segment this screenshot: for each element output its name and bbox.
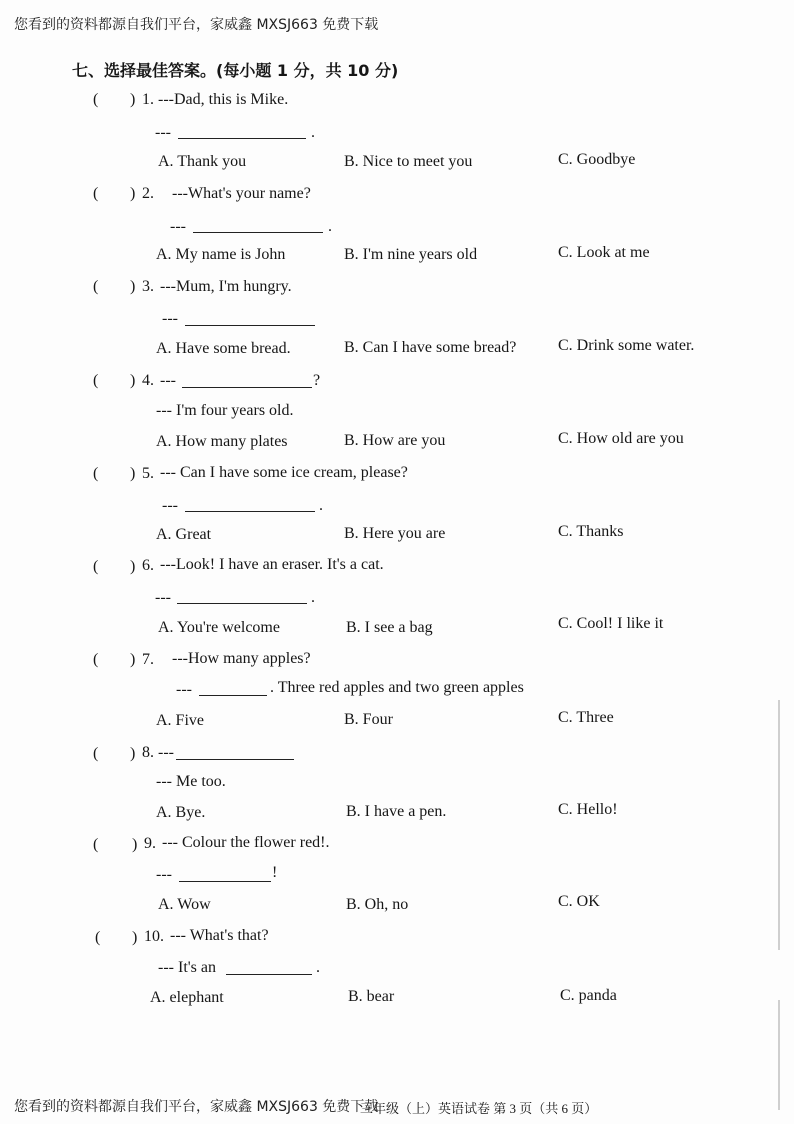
answer-paren-close: ) xyxy=(130,278,136,295)
option-b: B. Four xyxy=(344,711,393,728)
option-c: C. Cool! I like it xyxy=(558,615,664,632)
answer-paren-close: ) xyxy=(130,465,136,482)
answer-paren-open: ( xyxy=(93,278,99,295)
answer-paren-open: ( xyxy=(93,558,99,575)
answer-paren-open: ( xyxy=(93,745,99,762)
scan-edge-line xyxy=(778,1000,780,1110)
question-prompt: ---How many apples? xyxy=(172,650,311,667)
option-c: C. Look at me xyxy=(558,244,650,261)
scan-edge-line xyxy=(778,700,780,950)
question-prompt: --- What's that? xyxy=(170,927,269,944)
reply-suffix: . xyxy=(328,218,332,235)
question-prompt: ---Dad, this is Mike. xyxy=(158,91,289,108)
reply-suffix: . xyxy=(311,124,315,141)
answer-blank[interactable] xyxy=(176,745,294,760)
option-c: C. Hello! xyxy=(558,801,618,818)
answer-paren-open: ( xyxy=(95,929,101,946)
answer-paren-close: ) xyxy=(130,745,136,762)
reply-prefix: --- It's an xyxy=(158,959,216,976)
question-number: 5. xyxy=(142,465,154,482)
question-prompt: --- xyxy=(158,744,174,761)
answer-blank[interactable] xyxy=(182,373,312,388)
option-b: B. Can I have some bread? xyxy=(344,339,517,356)
answer-blank[interactable] xyxy=(185,311,315,326)
answer-paren-close: ) xyxy=(130,558,136,575)
section-title: 七、选择最佳答案。(每小题 1 分，共 10 分) xyxy=(72,61,399,80)
option-a: A. How many plates xyxy=(156,433,288,450)
reply-suffix: . xyxy=(311,589,315,606)
option-b: B. How are you xyxy=(344,432,446,449)
option-a: A. You're welcome xyxy=(158,619,280,636)
reply-suffix: ! xyxy=(272,864,278,881)
answer-paren-close: ) xyxy=(130,91,136,108)
option-a: A. Thank you xyxy=(158,153,247,170)
answer-blank[interactable] xyxy=(226,960,312,975)
option-b: B. Here you are xyxy=(344,525,446,542)
question-number: 4. xyxy=(142,372,154,389)
option-b: B. Oh, no xyxy=(346,896,409,913)
question-number: 6. xyxy=(142,557,154,574)
answer-blank[interactable] xyxy=(199,681,267,696)
option-c: C. Goodbye xyxy=(558,151,636,168)
question-number: 7. xyxy=(142,651,154,668)
prompt-suffix: ? xyxy=(313,372,321,389)
reply-prefix: --- xyxy=(162,310,178,327)
watermark-bottom: 您看到的资料都源自我们平台，家威鑫 MXSJ663 免费下载 xyxy=(14,1099,379,1115)
question-prompt: ---Look! I have an eraser. It's a cat. xyxy=(160,556,384,573)
option-a: A. Bye. xyxy=(156,804,206,821)
option-a: A. Five xyxy=(156,712,204,729)
answer-blank[interactable] xyxy=(193,218,323,233)
option-b: B. Nice to meet you xyxy=(344,153,473,170)
option-c: C. How old are you xyxy=(558,430,684,447)
reply-suffix: . Three red apples and two green apples xyxy=(270,679,524,696)
answer-paren-close: ) xyxy=(130,185,136,202)
option-b: B. I have a pen. xyxy=(346,803,447,820)
option-c: C. panda xyxy=(560,987,617,1004)
reply-suffix: . xyxy=(319,497,323,514)
option-a: A. Wow xyxy=(158,896,211,913)
answer-blank[interactable] xyxy=(178,124,306,139)
option-b: B. I see a bag xyxy=(346,619,433,636)
reply-prefix: --- xyxy=(170,218,186,235)
question-prompt: --- Colour the flower red!. xyxy=(162,834,330,851)
reply-prefix: --- xyxy=(156,866,172,883)
answer-paren-close: ) xyxy=(130,372,136,389)
answer-paren-open: ( xyxy=(93,91,99,108)
option-a: A. Have some bread. xyxy=(156,340,291,357)
question-number: 1. xyxy=(142,91,154,108)
option-c: C. OK xyxy=(558,893,600,910)
answer-paren-open: ( xyxy=(93,465,99,482)
answer-paren-close: ) xyxy=(130,651,136,668)
answer-paren-open: ( xyxy=(93,185,99,202)
reply-text: --- I'm four years old. xyxy=(156,402,294,419)
option-c: C. Thanks xyxy=(558,523,624,540)
answer-blank[interactable] xyxy=(179,867,271,882)
option-c: C. Three xyxy=(558,709,614,726)
question-number: 10. xyxy=(144,928,164,945)
watermark-top: 您看到的资料都源自我们平台，家威鑫 MXSJ663 免费下载 xyxy=(14,17,379,33)
reply-prefix: --- xyxy=(176,681,192,698)
answer-blank[interactable] xyxy=(177,589,307,604)
question-number: 2. xyxy=(142,185,154,202)
reply-prefix: --- xyxy=(155,589,171,606)
question-number: 9. xyxy=(144,835,156,852)
answer-paren-close: ) xyxy=(132,929,138,946)
page-footer: 三年级（上）英语试卷 第 3 页（共 6 页） xyxy=(360,1101,598,1116)
option-a: A. My name is John xyxy=(156,246,286,263)
option-b: B. bear xyxy=(348,988,395,1005)
option-b: B. I'm nine years old xyxy=(344,246,478,263)
reply-prefix: --- xyxy=(162,497,178,514)
answer-paren-open: ( xyxy=(93,651,99,668)
option-a: A. elephant xyxy=(150,989,224,1006)
reply-prefix: --- xyxy=(155,124,171,141)
option-c: C. Drink some water. xyxy=(558,337,695,354)
reply-suffix: . xyxy=(316,959,320,976)
question-prompt: ---Mum, I'm hungry. xyxy=(160,278,292,295)
answer-paren-open: ( xyxy=(93,372,99,389)
question-number: 8. xyxy=(142,744,154,761)
reply-text: --- Me too. xyxy=(156,773,226,790)
answer-paren-close: ) xyxy=(132,836,138,853)
question-number: 3. xyxy=(142,278,154,295)
question-prompt: --- Can I have some ice cream, please? xyxy=(160,464,408,481)
answer-blank[interactable] xyxy=(185,497,315,512)
option-a: A. Great xyxy=(156,526,212,543)
question-prompt: --- xyxy=(160,372,176,389)
answer-paren-open: ( xyxy=(93,836,99,853)
question-prompt: ---What's your name? xyxy=(172,185,311,202)
